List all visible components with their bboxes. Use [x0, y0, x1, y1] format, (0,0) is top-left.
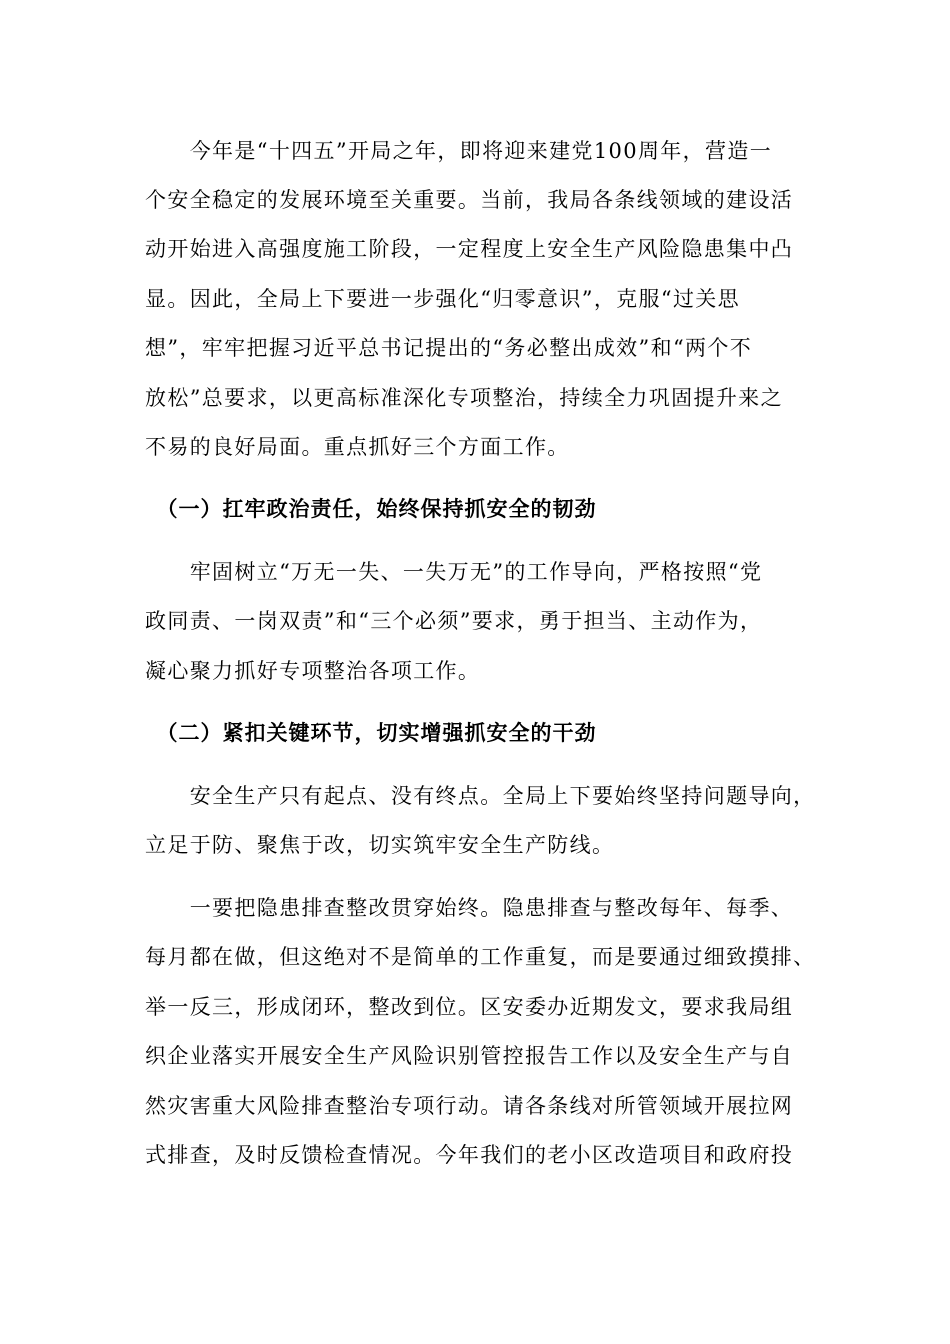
text-line: 安全生产只有起点、没有终点。全局上下要始终坚持问题导向， — [145, 784, 816, 808]
section-heading-1: （一）扛牢政治责任，始终保持抓安全的韧劲 — [145, 497, 597, 521]
text-line: 想”，牢牢把握习近平总书记提出的“务必整出成效”和“两个不 — [145, 336, 753, 360]
text-line: 一要把隐患排查整改贯穿始终。隐患排查与整改每年、每季、 — [145, 896, 794, 920]
text-line: 织企业落实开展安全生产风险识别管控报告工作以及安全生产与自 — [145, 1044, 794, 1068]
text-line: 政同责、一岗双责”和“三个必须”要求，勇于担当、主动作为， — [145, 609, 763, 633]
text-line: 个安全稳定的发展环境至关重要。当前，我局各条线领域的建设活 — [145, 188, 794, 212]
text-line: 凝心聚力抓好专项整治各项工作。 — [145, 659, 481, 683]
text-line: 不易的良好局面。重点抓好三个方面工作。 — [145, 435, 570, 459]
text-line: 每月都在做，但这绝对不是简单的工作重复，而是要通过细致摸排、 — [145, 945, 816, 969]
text-line: 今年是“十四五”开局之年，即将迎来建党100周年，营造一 — [145, 139, 773, 163]
text-line: 牢固树立“万无一失、一失万无”的工作导向，严格按照“党 — [145, 560, 763, 584]
text-line: 然灾害重大风险排查整治专项行动。请各条线对所管领域开展拉网 — [145, 1094, 794, 1118]
text-line: 立足于防、聚焦于改，切实筑牢安全生产防线。 — [145, 833, 615, 857]
text-line: 动开始进入高强度施工阶段，一定程度上安全生产风险隐患集中凸 — [145, 237, 794, 261]
text-line: 举一反三，形成闭环，整改到位。区安委办近期发文，要求我局组 — [145, 995, 794, 1019]
section-heading-2: （二）紧扣关键环节，切实增强抓安全的干劲 — [145, 721, 597, 745]
text-line: 显。因此，全局上下要进一步强化“归零意识”，克服“过关思 — [145, 287, 741, 311]
text-line: 式排查，及时反馈检查情况。今年我们的老小区改造项目和政府投 — [145, 1143, 794, 1167]
text-line: 放松”总要求，以更高标准深化专项整治，持续全力巩固提升来之 — [145, 386, 783, 410]
